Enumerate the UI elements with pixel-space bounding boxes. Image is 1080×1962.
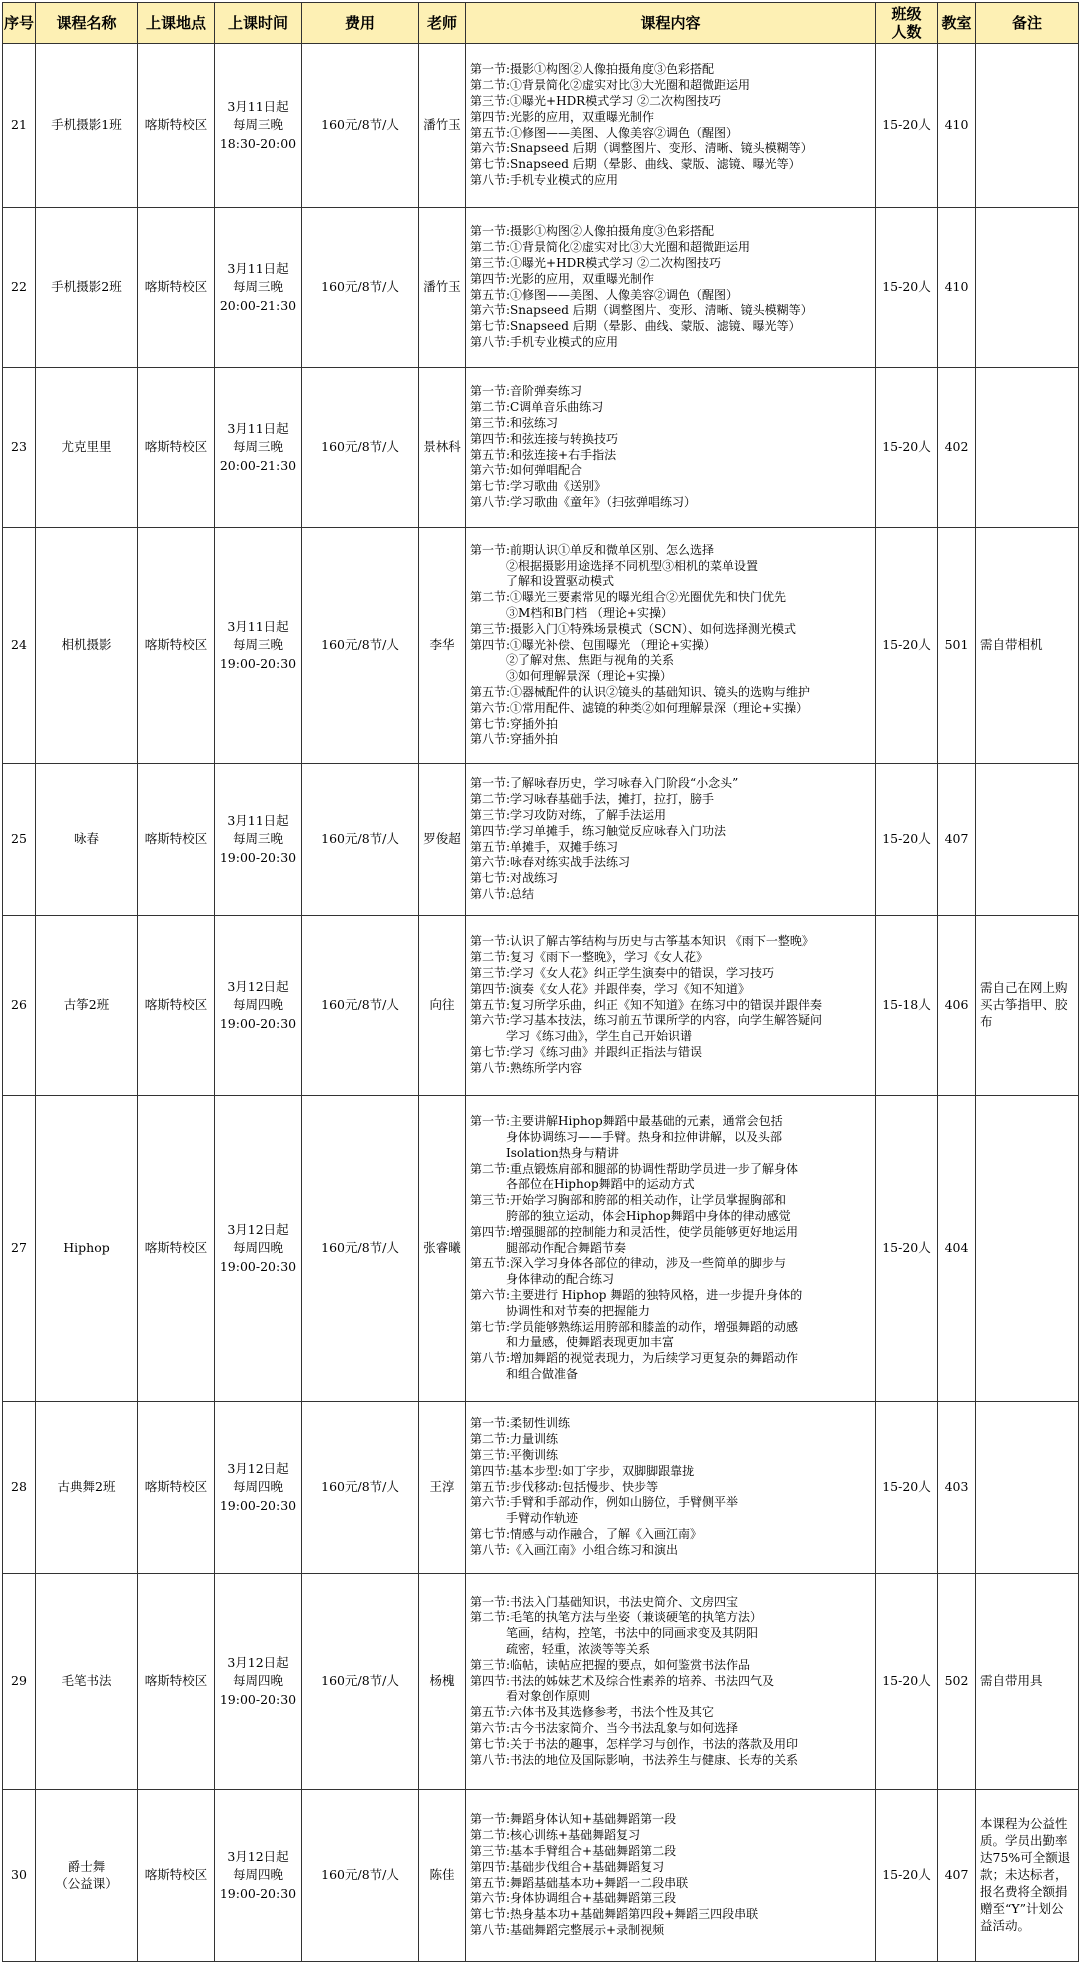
classroom: 410 xyxy=(938,208,976,368)
course-teacher: 杨槐 xyxy=(419,1574,466,1790)
content-line: 第二节:①背景简化②虚实对比③大光圈和超微距运用 xyxy=(470,240,751,255)
content-line: 第四节:学习单摊手，练习触觉反应咏春入门功法 xyxy=(470,823,727,838)
course-name xyxy=(36,44,138,208)
row-number: 30 xyxy=(3,1790,36,1962)
header-class-size-line1: 班级 xyxy=(891,5,922,23)
content-line: 第三节:基本手臂组合+基础舞蹈第二段 xyxy=(470,1843,677,1858)
course-fee: 160元/8节/人 xyxy=(302,528,419,764)
course-teacher: 陈佳 xyxy=(419,1790,466,1962)
content-line: 第六节:如何弹唱配合 xyxy=(470,463,583,478)
course-time xyxy=(215,1790,302,1962)
content-line: 第六节:学习基本技法，练习前五节课所学的内容，向学生解答疑问 xyxy=(470,1013,823,1028)
course-name xyxy=(36,368,138,528)
content-line: 第四节:光影的应用，双重曝光制作 xyxy=(470,271,655,286)
content-line: 第六节:①常用配件、滤镜的种类②如何理解景深（理论+实操） xyxy=(470,700,809,715)
content-line: ②了解对焦、焦距与视角的关系 xyxy=(470,653,675,668)
course-time-start: 3月11日起 xyxy=(227,813,289,829)
course-teacher: 向往 xyxy=(419,916,466,1096)
content-line: 第三节:学习《女人花》纠正学生演奏中的错误，学习技巧 xyxy=(470,966,775,980)
content-line: 第一节:前期认识①单反和微单区别、怎么选择 xyxy=(470,542,715,557)
header-note: 备注 xyxy=(976,3,1079,44)
content-line: 第五节:深入学习身体各部位的律动，涉及一些简单的脚步与 xyxy=(470,1256,787,1271)
content-line: 第六节:身体协调组合+基础舞蹈第三段 xyxy=(470,1891,677,1906)
content-line: 第七节:关于书法的趣事，怎样学习与创作，书法的落款及用印 xyxy=(470,1736,799,1751)
course-location: 喀斯特校区 xyxy=(138,44,215,208)
course-fee: 160元/8节/人 xyxy=(302,1402,419,1574)
header-class-size xyxy=(876,3,938,44)
content-line: 第二节:C调单音乐曲练习 xyxy=(470,400,604,415)
course-time xyxy=(215,44,302,208)
classroom: 410 xyxy=(938,44,976,208)
course-time-start: 3月11日起 xyxy=(227,261,289,277)
content-line: 第三节:①曝光+HDR模式学习 ②二次构图技巧 xyxy=(470,93,722,108)
classroom: 403 xyxy=(938,1402,976,1574)
class-size: 15-20人 xyxy=(876,528,938,764)
content-line: 第二节:学习咏春基础手法，摊打，拉打，膀手 xyxy=(470,792,715,807)
course-time-hours: 19:00-20:30 xyxy=(219,1885,297,1901)
content-line: 第一节:摄影①构图②人像拍摄角度③色彩搭配 xyxy=(470,224,715,239)
course-note xyxy=(976,764,1079,916)
course-note xyxy=(976,368,1079,528)
content-line: 第四节:和弦连接与转换技巧 xyxy=(470,431,619,446)
course-time-start: 3月12日起 xyxy=(227,1461,289,1477)
content-line: 协调性和对节奏的把握能力 xyxy=(470,1303,651,1318)
course-name-main: 手机摄影2班 xyxy=(51,279,122,295)
content-line: 各部位在Hiphop舞蹈中的运动方式 xyxy=(470,1177,695,1192)
content-line: 第三节:摄影入门①特殊场景模式（SCN）、如何选择测光模式 xyxy=(470,621,796,636)
course-location: 喀斯特校区 xyxy=(138,208,215,368)
course-teacher: 张睿曦 xyxy=(419,1096,466,1402)
course-name-main: 古典舞2班 xyxy=(57,1479,116,1495)
course-teacher: 罗俊超 xyxy=(419,764,466,916)
class-size: 15-20人 xyxy=(876,1574,938,1790)
course-time-hours: 19:00-20:30 xyxy=(219,655,297,671)
content-line: 第二节:核心训练+基础舞蹈复习 xyxy=(470,1828,641,1843)
course-teacher: 潘竹玉 xyxy=(419,208,466,368)
content-line: 第八节:总结 xyxy=(470,886,535,901)
course-location: 喀斯特校区 xyxy=(138,528,215,764)
course-time-hours: 19:00-20:30 xyxy=(219,1691,297,1707)
classroom: 406 xyxy=(938,916,976,1096)
content-line: 第六节:主要进行 Hiphop 舞蹈的独特风格，进一步提升身体的 xyxy=(470,1287,803,1302)
course-note: 需自带相机 xyxy=(976,528,1079,764)
classroom: 407 xyxy=(938,764,976,916)
course-time-start: 3月11日起 xyxy=(227,99,289,115)
table-row xyxy=(3,1402,1079,1574)
course-location: 喀斯特校区 xyxy=(138,1096,215,1402)
content-line: 第三节:和弦练习 xyxy=(470,415,559,430)
course-fee: 160元/8节/人 xyxy=(302,764,419,916)
course-content xyxy=(466,528,876,764)
header-content: 课程内容 xyxy=(466,3,876,44)
course-name xyxy=(36,1402,138,1574)
course-time-weekday: 每周三晚 xyxy=(232,117,283,133)
content-line: 和组合做准备 xyxy=(470,1366,579,1381)
table-row xyxy=(3,368,1079,528)
course-name xyxy=(36,208,138,368)
content-line: 第三节:开始学习胸部和胯部的相关动作，让学员掌握胸部和 xyxy=(470,1193,787,1208)
content-line: 第七节:穿插外拍 xyxy=(470,716,559,731)
content-line: 身体协调练习——手臂。热身和拉伸讲解，以及头部 xyxy=(470,1130,783,1145)
course-content xyxy=(466,44,876,208)
course-time-weekday: 每周四晚 xyxy=(232,1867,283,1883)
row-number: 29 xyxy=(3,1574,36,1790)
course-time-weekday: 每周三晚 xyxy=(232,831,283,847)
course-time-hours: 18:30-20:00 xyxy=(219,135,297,151)
course-time-weekday: 每周四晚 xyxy=(232,1240,283,1256)
header-location: 上课地点 xyxy=(138,3,215,44)
content-line: 第八节:穿插外拍 xyxy=(470,732,559,747)
course-fee: 160元/8节/人 xyxy=(302,368,419,528)
content-line: 第一节:了解咏春历史，学习咏春入门阶段“小念头” xyxy=(470,776,739,791)
course-time-start: 3月12日起 xyxy=(227,1222,289,1238)
table-row xyxy=(3,44,1079,208)
content-line: 第七节:Snapseed 后期（晕影、曲线、蒙版、滤镜、曝光等） xyxy=(470,157,801,172)
course-time-weekday: 每周三晚 xyxy=(232,439,283,455)
content-line: 第二节:①背景简化②虚实对比③大光圈和超微距运用 xyxy=(470,78,751,93)
course-time xyxy=(215,764,302,916)
content-line: 第五节:六体书及其选修参考，书法个性及其它 xyxy=(470,1705,715,1720)
course-teacher: 李华 xyxy=(419,528,466,764)
course-note: 需自己在网上购买古筝指甲、胶布 xyxy=(976,916,1079,1096)
course-time xyxy=(215,208,302,368)
content-line: 第六节:Snapseed 后期（调整图片、变形、清晰、镜头模糊等） xyxy=(470,141,813,156)
course-location: 喀斯特校区 xyxy=(138,1574,215,1790)
course-time-weekday: 每周四晚 xyxy=(232,1673,283,1689)
content-line: 第八节:书法的地位及国际影响，书法养生与健康、长寿的关系 xyxy=(470,1752,799,1767)
header-class-size-line2: 人数 xyxy=(891,23,922,41)
course-time-weekday: 每周四晚 xyxy=(232,1479,283,1495)
course-fee: 160元/8节/人 xyxy=(302,1790,419,1962)
course-time-hours: 20:00-21:30 xyxy=(219,297,297,313)
header-no: 序号 xyxy=(3,3,36,44)
content-line: 第四节:演奏《女人花》并跟伴奏，学习《知不知道》 xyxy=(470,981,751,996)
content-line: 腿部动作配合舞蹈节奏 xyxy=(470,1240,627,1255)
classroom: 402 xyxy=(938,368,976,528)
course-teacher: 王淳 xyxy=(419,1402,466,1574)
course-time xyxy=(215,1402,302,1574)
content-line: 第七节:Snapseed 后期（晕影、曲线、蒙版、滤镜、曝光等） xyxy=(470,319,801,334)
content-line: 第六节:手臂和手部动作，例如山膀位，手臂侧平举 xyxy=(470,1495,739,1510)
content-line: 第八节:《入画江南》小组合练习和演出 xyxy=(470,1542,679,1557)
course-time-start: 3月12日起 xyxy=(227,1849,289,1865)
content-line: 第二节:复习《雨下一整晚》，学习《女人花》 xyxy=(470,950,709,965)
content-line: 第一节:舞蹈身体认知+基础舞蹈第一段 xyxy=(470,1812,677,1827)
table-row xyxy=(3,916,1079,1096)
course-time xyxy=(215,916,302,1096)
content-line: 疏密，轻重，浓淡等等关系 xyxy=(470,1642,651,1656)
content-line: 第一节:主要讲解Hiphop舞蹈中最基础的元素，通常会包括 xyxy=(470,1114,783,1129)
course-name-main: 古筝2班 xyxy=(63,997,110,1013)
course-content xyxy=(466,1790,876,1962)
course-note: 需自带用具 xyxy=(976,1574,1079,1790)
class-size: 15-20人 xyxy=(876,208,938,368)
row-number: 21 xyxy=(3,44,36,208)
class-size: 15-18人 xyxy=(876,916,938,1096)
course-note xyxy=(976,1096,1079,1402)
header-row xyxy=(3,3,1079,44)
content-line: 第四节:基础步伐组合+基础舞蹈复习 xyxy=(470,1859,665,1874)
content-line: 第一节:音阶弹奏练习 xyxy=(470,384,583,399)
course-content xyxy=(466,916,876,1096)
content-line: 第二节:毛笔的执笔方法与坐姿（兼谈硬笔的执笔方法） xyxy=(470,1610,763,1625)
course-time-hours: 19:00-20:30 xyxy=(219,849,297,865)
classroom: 501 xyxy=(938,528,976,764)
content-line: 第五节:步伐移动:包括慢步、快步等 xyxy=(470,1479,659,1494)
table-row xyxy=(3,1096,1079,1402)
header-fee: 费用 xyxy=(302,3,419,44)
course-location: 喀斯特校区 xyxy=(138,1402,215,1574)
course-content xyxy=(466,208,876,368)
header-time: 上课时间 xyxy=(215,3,302,44)
content-line: 第一节:认识了解古筝结构与历史与古筝基本知识 《雨下一整晚》 xyxy=(470,934,814,949)
content-line: 笔画，结构，控笔，书法中的同画求变及其阴阳 xyxy=(470,1626,759,1641)
classroom: 502 xyxy=(938,1574,976,1790)
course-time-hours: 19:00-20:30 xyxy=(219,1015,297,1031)
table-row xyxy=(3,1790,1079,1962)
course-content xyxy=(466,1096,876,1402)
content-line: 第三节:①曝光+HDR模式学习 ②二次构图技巧 xyxy=(470,255,722,270)
table-row xyxy=(3,1574,1079,1790)
course-name xyxy=(36,916,138,1096)
content-line: 第四节:书法的姊妹艺术及综合性素养的培养、书法四气及 xyxy=(470,1673,775,1688)
row-number: 25 xyxy=(3,764,36,916)
course-name xyxy=(36,528,138,764)
course-time-weekday: 每周三晚 xyxy=(232,637,283,653)
content-line: 第三节:临帖，读帖应把握的要点，如何鉴赏书法作品 xyxy=(470,1657,751,1672)
content-line: 第二节:重点锻炼肩部和腿部的协调性帮助学员进一步了解身体 xyxy=(470,1161,799,1176)
course-name-main: Hiphop xyxy=(63,1240,110,1256)
class-size: 15-20人 xyxy=(876,368,938,528)
content-line: 第五节:①修图——美图、人像美容②调色（醒图） xyxy=(470,125,739,140)
content-line: 看对象创作原则 xyxy=(470,1689,591,1704)
row-number: 26 xyxy=(3,916,36,1096)
content-line: 第三节:学习攻防对练，了解手法运用 xyxy=(470,807,667,822)
course-note xyxy=(976,1402,1079,1574)
content-line: 第二节:①曝光三要素常见的曝光组合②光圈优先和快门优先 xyxy=(470,590,787,605)
class-size: 15-20人 xyxy=(876,1402,938,1574)
course-content xyxy=(466,764,876,916)
course-fee: 160元/8节/人 xyxy=(302,208,419,368)
course-time xyxy=(215,1574,302,1790)
content-line: ②根据摄影用途选择不同机型③相机的菜单设置 xyxy=(470,558,759,573)
course-location: 喀斯特校区 xyxy=(138,368,215,528)
course-name xyxy=(36,764,138,916)
course-name-main: 尤克里里 xyxy=(61,439,112,455)
row-number: 27 xyxy=(3,1096,36,1402)
classroom: 404 xyxy=(938,1096,976,1402)
course-time-start: 3月12日起 xyxy=(227,1655,289,1671)
table-row xyxy=(3,764,1079,916)
content-line: 第一节:柔韧性训练 xyxy=(470,1416,571,1431)
row-number: 23 xyxy=(3,368,36,528)
course-content xyxy=(466,1574,876,1790)
content-line: 第一节:摄影①构图②人像拍摄角度③色彩搭配 xyxy=(470,62,715,77)
content-line: 第八节:手机专业模式的应用 xyxy=(470,172,619,187)
content-line: 第五节:①修图——美图、人像美容②调色（醒图） xyxy=(470,287,739,302)
header-teacher: 老师 xyxy=(419,3,466,44)
table-row xyxy=(3,208,1079,368)
content-line: 第四节:增强腿部的控制能力和灵活性，使学员能够更好地运用 xyxy=(470,1224,799,1239)
content-line: 第八节:熟练所学内容 xyxy=(470,1060,583,1075)
course-schedule-table xyxy=(2,2,1079,1962)
course-content xyxy=(466,368,876,528)
course-name-sub: （公益课） xyxy=(55,1875,118,1891)
content-line: 第四节:基本步型:如丁字步，双脚脚跟靠拢 xyxy=(470,1463,695,1478)
content-line: 第四节:①曝光补偿、包围曝光 （理论+实操） xyxy=(470,637,716,652)
course-name-main: 手机摄影1班 xyxy=(51,117,122,133)
content-line: 手臂动作轨迹 xyxy=(470,1511,579,1526)
course-time xyxy=(215,528,302,764)
course-time-start: 3月12日起 xyxy=(227,979,289,995)
course-content xyxy=(466,1402,876,1574)
course-name-main: 爵士舞 xyxy=(67,1858,106,1874)
course-location: 喀斯特校区 xyxy=(138,1790,215,1962)
content-line: 第一节:书法入门基础知识，书法史简介、文房四宝 xyxy=(470,1594,739,1609)
course-note xyxy=(976,208,1079,368)
header-course-name: 课程名称 xyxy=(36,3,138,44)
row-number: 28 xyxy=(3,1402,36,1574)
row-number: 24 xyxy=(3,528,36,764)
course-time-hours: 20:00-21:30 xyxy=(219,457,297,473)
course-fee: 160元/8节/人 xyxy=(302,1096,419,1402)
content-line: 第七节:学习《练习曲》并跟纠正指法与错误 xyxy=(470,1044,703,1059)
content-line: 第八节:基础舞蹈完整展示+录制视频 xyxy=(470,1922,665,1937)
course-time-start: 3月11日起 xyxy=(227,619,289,635)
content-line: 第五节:舞蹈基础基本功+舞蹈一二段串联 xyxy=(470,1875,689,1890)
content-line: 第六节:咏春对练实战手法练习 xyxy=(470,855,631,870)
content-line: 第五节:复习所学乐曲，纠正《知不知道》在练习中的错误并跟伴奏 xyxy=(470,997,823,1012)
content-line: 学习《练习曲》，学生自己开始识谱 xyxy=(470,1029,693,1044)
content-line: 了解和设置驱动模式 xyxy=(470,574,615,589)
course-teacher: 潘竹玉 xyxy=(419,44,466,208)
row-number: 22 xyxy=(3,208,36,368)
content-line: 第四节:光影的应用，双重曝光制作 xyxy=(470,109,655,124)
course-time-weekday: 每周三晚 xyxy=(232,279,283,295)
content-line: 第二节:力量训练 xyxy=(470,1432,559,1447)
classroom: 407 xyxy=(938,1790,976,1962)
course-fee: 160元/8节/人 xyxy=(302,916,419,1096)
content-line: 第五节:①器械配件的认识②镜头的基础知识、镜头的选购与维护 xyxy=(470,684,811,699)
course-note: 本课程为公益性质。学员出勤率达75%可全额退款；未达标者，报名费将全额捐赠至“Y”计划公益活动。 xyxy=(976,1790,1079,1962)
content-line: 胯部的独立运动，体会Hiphop舞蹈中身体的律动感觉 xyxy=(470,1209,791,1223)
content-line: 第七节:热身基本功+基础舞蹈第四段+舞蹈三四段串联 xyxy=(470,1907,759,1922)
class-size: 15-20人 xyxy=(876,1790,938,1962)
course-location: 喀斯特校区 xyxy=(138,764,215,916)
content-line: ③M档和B门档 （理论+实操） xyxy=(470,606,673,620)
content-line: 第八节:手机专业模式的应用 xyxy=(470,334,619,349)
content-line: Isolation热身与精讲 xyxy=(470,1145,619,1160)
course-location: 喀斯特校区 xyxy=(138,916,215,1096)
class-size: 15-20人 xyxy=(876,44,938,208)
class-size: 15-20人 xyxy=(876,764,938,916)
content-line: ③如何理解景深（理论+实操） xyxy=(470,669,673,684)
course-teacher: 景林科 xyxy=(419,368,466,528)
content-line: 第六节:Snapseed 后期（调整图片、变形、清晰、镜头模糊等） xyxy=(470,303,813,318)
content-line: 第七节:学员能够熟练运用胯部和膝盖的动作，增强舞蹈的动感 xyxy=(470,1319,799,1334)
content-line: 身体律动的配合练习 xyxy=(470,1272,615,1287)
table-row xyxy=(3,528,1079,764)
content-line: 第六节:古今书法家简介、当今书法乱象与如何选择 xyxy=(470,1720,739,1735)
course-name xyxy=(36,1096,138,1402)
table-body xyxy=(3,44,1079,1962)
course-time-start: 3月11日起 xyxy=(227,421,289,437)
course-name-main: 毛笔书法 xyxy=(61,1673,112,1689)
content-line: 第五节:单摊手，双摊手练习 xyxy=(470,839,619,854)
content-line: 第七节:学习歌曲《送别》 xyxy=(470,479,607,494)
content-line: 第八节:增加舞蹈的视觉表现力，为后续学习更复杂的舞蹈动作 xyxy=(470,1351,799,1366)
course-time-hours: 19:00-20:30 xyxy=(219,1497,297,1513)
content-line: 第三节:平衡训练 xyxy=(470,1448,559,1462)
course-name xyxy=(36,1790,138,1962)
course-time xyxy=(215,368,302,528)
content-line: 第五节:和弦连接+右手指法 xyxy=(470,447,617,462)
course-time xyxy=(215,1096,302,1402)
content-line: 第七节:对战练习 xyxy=(470,871,559,886)
course-note xyxy=(976,44,1079,208)
course-fee: 160元/8节/人 xyxy=(302,44,419,208)
course-name xyxy=(36,1574,138,1790)
content-line: 第七节:情感与动作融合，了解《入画江南》 xyxy=(470,1526,703,1541)
course-name-main: 相机摄影 xyxy=(61,637,112,653)
header-room: 教室 xyxy=(938,3,976,44)
course-name-main: 咏春 xyxy=(73,831,99,847)
content-line: 和力量感，使舞蹈表现更加丰富 xyxy=(470,1335,675,1350)
course-time-weekday: 每周四晚 xyxy=(232,997,283,1013)
course-time-hours: 19:00-20:30 xyxy=(219,1258,297,1274)
course-fee: 160元/8节/人 xyxy=(302,1574,419,1790)
content-line: 第八节:学习歌曲《童年》（扫弦弹唱练习） xyxy=(470,494,697,509)
class-size: 15-20人 xyxy=(876,1096,938,1402)
